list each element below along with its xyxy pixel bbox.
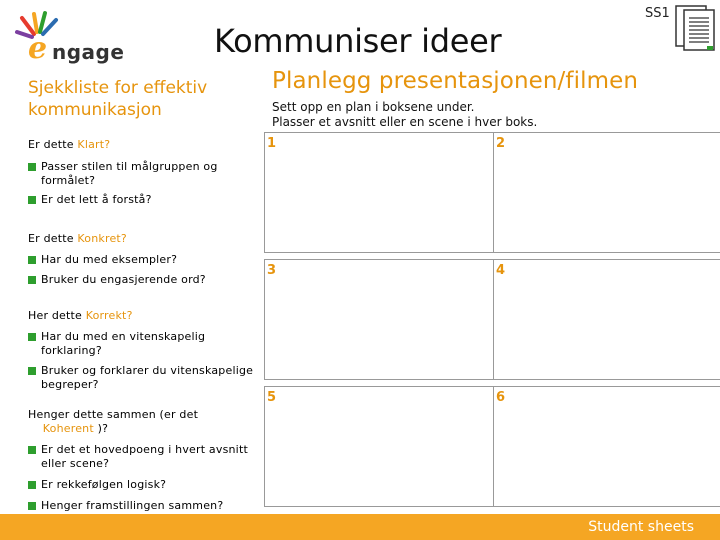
logo-text: ngage: [52, 40, 125, 64]
document-icon: [674, 4, 716, 52]
box-number: 4: [496, 263, 506, 278]
group-heading-klart: Er dette Klart?: [28, 138, 111, 151]
checklist-item: Er rekkefølgen logisk?: [28, 478, 258, 492]
footer-label: Student sheets: [588, 519, 694, 535]
checklist-item: Bruker du engasjerende ord?: [28, 273, 258, 287]
box-number: 5: [267, 390, 277, 405]
page-title: Kommuniser ideer: [214, 22, 502, 60]
checklist-item: Passer stilen til målgruppen og formålet?: [28, 160, 258, 188]
checklist-item: Er det lett å forstå?: [28, 193, 258, 207]
svg-text:e: e: [28, 31, 48, 62]
engage-logo: [12, 8, 137, 62]
sheet-code: SS1: [645, 6, 670, 21]
footer-bar: [0, 514, 720, 540]
checklist-item: Bruker og forklarer du vitenskapelige begreper?: [28, 364, 264, 392]
plan-box-3[interactable]: [264, 259, 494, 380]
checklist-item: Har du med en vitenskapelig forklaring?: [28, 330, 258, 358]
plan-box-4[interactable]: [493, 259, 720, 380]
group-heading-koherent: Henger dette sammen (er det Koherent )?: [28, 408, 199, 435]
box-number: 2: [496, 136, 506, 151]
box-number: 1: [267, 136, 277, 151]
box-number: 3: [267, 263, 277, 278]
group-heading-korrekt: Her dette Korrekt?: [28, 309, 133, 322]
box-number: 6: [496, 390, 506, 405]
checklist-item: Er det et hovedpoeng i hvert avsnitt eller scene?: [28, 443, 258, 471]
plan-title: Planlegg presentasjonen/filmen: [272, 68, 639, 94]
plan-subtitle: Sett opp en plan i boksene under. Plasser et avsnitt eller en scene i hver boks.: [272, 100, 538, 129]
checklist-title: Sjekkliste for effektiv kommunikasjon: [28, 78, 208, 120]
group-heading-konkret: Er dette Konkret?: [28, 232, 127, 245]
checklist-item: Har du med eksempler?: [28, 253, 258, 267]
plan-box-2[interactable]: [493, 132, 720, 253]
plan-box-5[interactable]: [264, 386, 494, 507]
plan-box-1[interactable]: [264, 132, 494, 253]
plan-box-6[interactable]: [493, 386, 720, 507]
checklist-item: Henger framstillingen sammen?: [28, 499, 258, 513]
